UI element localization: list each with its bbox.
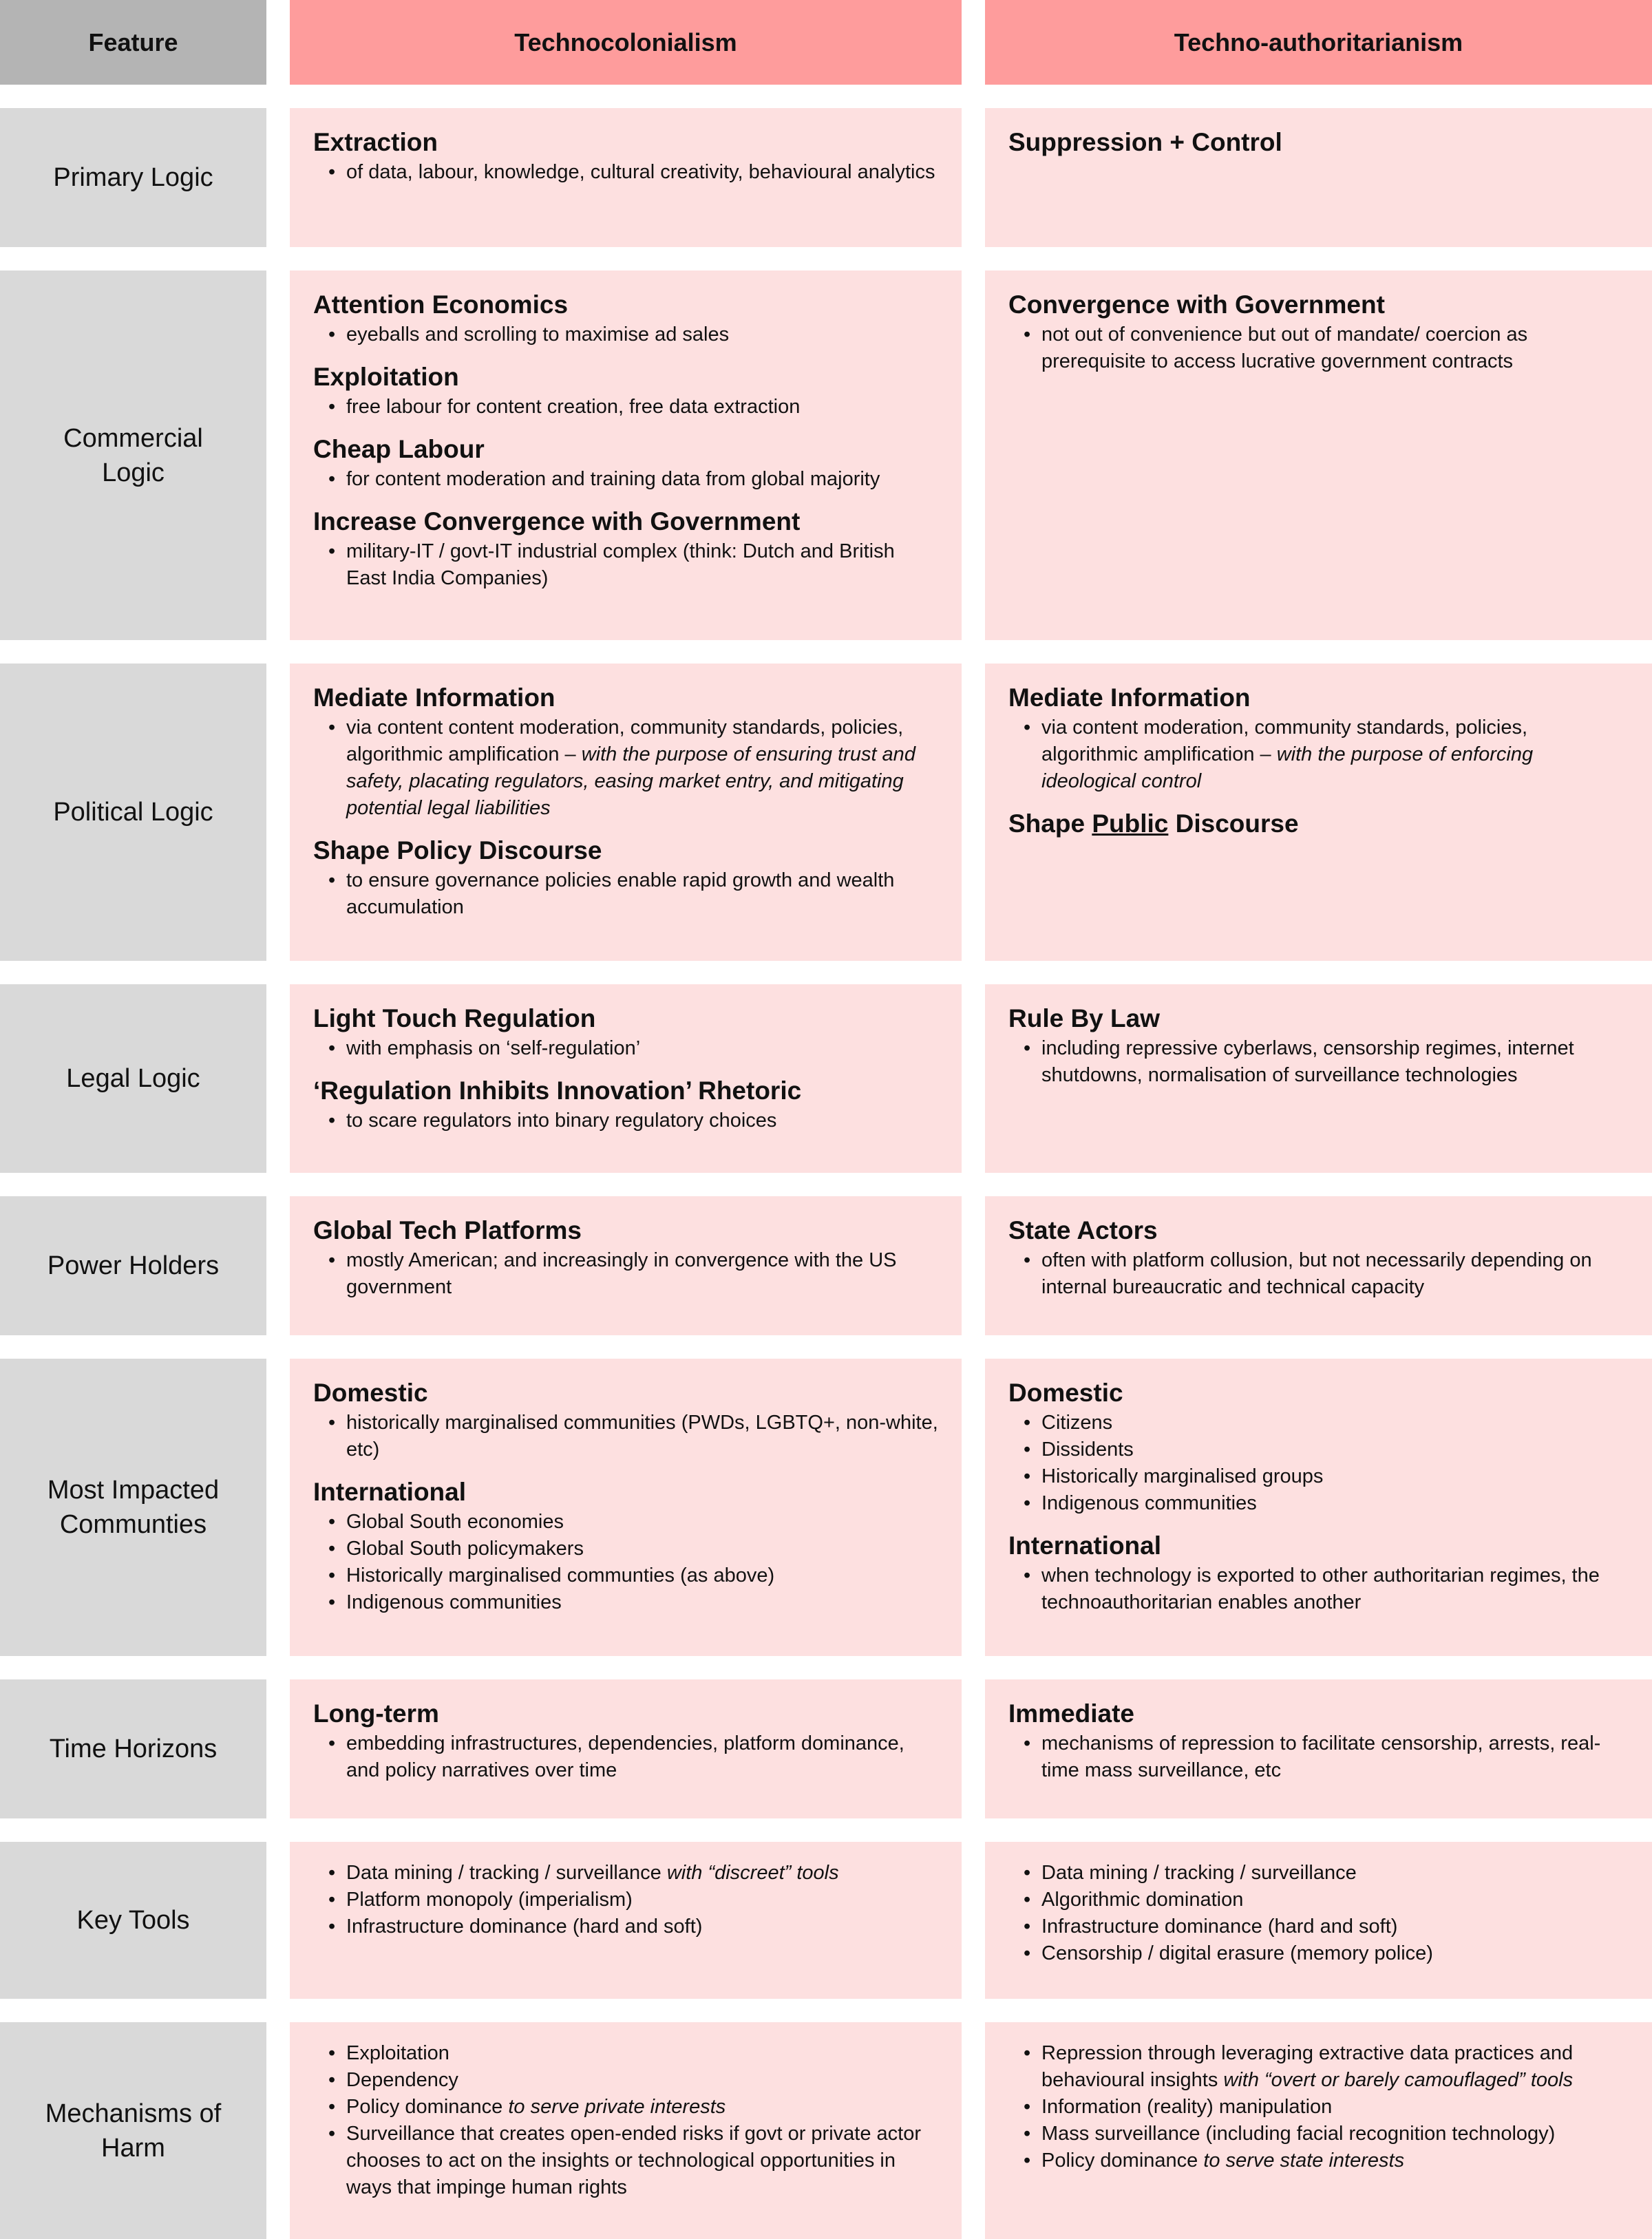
technocolonialism-cell bbox=[290, 1679, 962, 1818]
group-heading bbox=[1008, 1002, 1629, 1035]
bullet-item bbox=[1041, 1913, 1629, 1940]
bullet-list bbox=[313, 1860, 938, 1940]
bullet-text: when technology is exported to other authoritarian regimes, the technoauthoritarian enables another bbox=[1041, 1564, 1600, 1613]
heading-text: Immediate bbox=[1008, 1699, 1135, 1728]
content-group bbox=[313, 1860, 938, 1940]
bullet-item bbox=[1041, 2147, 1629, 2174]
bullet-text: to ensure governance policies enable rapid growth and wealth accumulation bbox=[346, 869, 895, 918]
bullet-item bbox=[346, 159, 938, 186]
bullet-item bbox=[346, 394, 938, 421]
feature-cell bbox=[0, 2022, 266, 2239]
heading-text: Global Tech Platforms bbox=[313, 1216, 582, 1244]
bullet-text: Exploitation bbox=[346, 2042, 449, 2064]
group-heading bbox=[313, 1476, 938, 1509]
technocolonialism-cell bbox=[290, 1359, 962, 1656]
heading-text: International bbox=[1008, 1531, 1162, 1560]
group-heading bbox=[313, 1002, 938, 1035]
bullet-text: Repression through leveraging extractive data practices and behavioural insights bbox=[1041, 2042, 1574, 2091]
feature-label: Political Logic bbox=[53, 798, 213, 827]
feature-cell bbox=[0, 1359, 266, 1656]
bullet-list bbox=[313, 321, 938, 348]
technocolonialism-cell bbox=[290, 1196, 962, 1335]
heading-text: Suppression + Control bbox=[1008, 128, 1282, 156]
bullet-item bbox=[1041, 1562, 1629, 1616]
heading-text: Light Touch Regulation bbox=[313, 1004, 596, 1032]
technocolonialism-cell bbox=[290, 1842, 962, 1999]
bullet-text: Data mining / tracking / surveillance bbox=[346, 1862, 667, 1884]
feature-cell bbox=[0, 984, 266, 1173]
heading-text: Cheap Labour bbox=[313, 435, 485, 463]
bullet-text: embedding infrastructures, dependencies, platform dominance, and policy narratives over time bbox=[346, 1732, 904, 1781]
group-heading bbox=[313, 1214, 938, 1247]
technocolonialism-cell bbox=[290, 108, 962, 247]
bullet-item bbox=[346, 867, 938, 921]
bullet-list bbox=[313, 1035, 938, 1062]
bullet-item bbox=[346, 1562, 938, 1589]
content-group bbox=[313, 681, 938, 822]
bullet-text: Indigenous communities bbox=[1041, 1492, 1257, 1514]
bullet-text: military-IT / govt-IT industrial complex (think: Dutch and British East India Companies) bbox=[346, 540, 895, 589]
bullet-list bbox=[313, 538, 938, 592]
bullet-list bbox=[313, 1107, 938, 1134]
techno-authoritarianism-cell bbox=[985, 2022, 1652, 2239]
bullet-item bbox=[346, 714, 938, 822]
feature-label: Time Horizons bbox=[49, 1734, 218, 1763]
techno-authoritarianism-cell bbox=[985, 984, 1652, 1173]
bullet-text: for content moderation and training data from global majority bbox=[346, 468, 880, 490]
bullet-list bbox=[1008, 714, 1629, 795]
bullet-text: Surveillance that creates open-ended risks if govt or private actor chooses to act on the insights or technological opportunities in ways that impinge human rights bbox=[346, 2123, 921, 2198]
bullet-item bbox=[346, 1035, 938, 1062]
heading-underlined-text: Public bbox=[1092, 809, 1169, 838]
bullet-text: Global South policymakers bbox=[346, 1538, 584, 1560]
group-heading bbox=[1008, 1214, 1629, 1247]
content-group bbox=[313, 834, 938, 921]
bullet-text: Citizens bbox=[1041, 1412, 1113, 1434]
technocolonialism-cell bbox=[290, 270, 962, 640]
bullet-emphasis: with “overt or barely camouflaged” tools bbox=[1223, 2069, 1574, 2091]
feature-label: Commercial Logic bbox=[63, 423, 203, 487]
group-heading bbox=[313, 505, 938, 538]
bullet-text: Algorithmic domination bbox=[1041, 1889, 1244, 1911]
content-group bbox=[1008, 1214, 1629, 1301]
content-group bbox=[313, 288, 938, 348]
bullet-item bbox=[346, 1887, 938, 1913]
bullet-text: often with platform collusion, but not necessarily depending on internal bureaucratic and technical capacity bbox=[1041, 1249, 1592, 1298]
technocolonialism-cell bbox=[290, 664, 962, 961]
bullet-item bbox=[1041, 1247, 1629, 1301]
group-heading bbox=[1008, 1529, 1629, 1562]
heading-text: Mediate Information bbox=[313, 683, 555, 712]
content-group bbox=[1008, 288, 1629, 375]
bullet-text: mechanisms of repression to facilitate censorship, arrests, real-time mass surveillance, etc bbox=[1041, 1732, 1601, 1781]
bullet-text: eyeballs and scrolling to maximise ad sales bbox=[346, 323, 730, 346]
group-heading bbox=[313, 361, 938, 394]
heading-text: Domestic bbox=[313, 1379, 428, 1407]
bullet-list bbox=[1008, 1410, 1629, 1517]
bullet-list bbox=[1008, 1562, 1629, 1616]
feature-cell bbox=[0, 270, 266, 640]
bullet-text: Historically marginalised communties (as above) bbox=[346, 1564, 775, 1587]
feature-cell bbox=[0, 664, 266, 961]
feature-label: Key Tools bbox=[76, 1906, 190, 1935]
header-col1-label: Technocolonialism bbox=[514, 28, 737, 56]
feature-label: Most Impacted Communties bbox=[47, 1476, 220, 1539]
feature-label: Legal Logic bbox=[66, 1064, 200, 1093]
bullet-list bbox=[313, 159, 938, 186]
bullet-emphasis: with the purpose of ensuring trust and safety, placating regulators, easing market entry, and mitigating potential legal liabilities bbox=[346, 743, 915, 819]
bullet-item bbox=[346, 1536, 938, 1562]
bullet-text: Infrastructure dominance (hard and soft) bbox=[346, 1916, 703, 1938]
bullet-item bbox=[346, 1589, 938, 1616]
heading-text-after: Discourse bbox=[1168, 809, 1299, 838]
bullet-item bbox=[1041, 1410, 1629, 1436]
bullet-item bbox=[346, 538, 938, 592]
header-feature bbox=[0, 0, 266, 85]
bullet-emphasis: with “discreet” tools bbox=[666, 1862, 839, 1884]
heading-text: Shape bbox=[1008, 809, 1092, 838]
content-group bbox=[313, 2040, 938, 2201]
content-group bbox=[1008, 2040, 1629, 2174]
heading-text: Increase Convergence with Government bbox=[313, 507, 801, 535]
group-heading bbox=[1008, 126, 1629, 159]
bullet-item bbox=[1041, 2094, 1629, 2121]
content-group bbox=[1008, 807, 1629, 840]
bullet-list bbox=[1008, 1035, 1629, 1089]
bullet-item bbox=[1041, 1490, 1629, 1517]
heading-text: ‘Regulation Inhibits Innovation’ Rhetoric bbox=[313, 1076, 802, 1105]
bullet-item bbox=[1041, 1730, 1629, 1784]
bullet-list bbox=[313, 1410, 938, 1463]
content-group bbox=[1008, 126, 1629, 159]
bullet-text: Platform monopoly (imperialism) bbox=[346, 1889, 633, 1911]
feature-label: Primary Logic bbox=[53, 163, 213, 192]
header-techno-authoritarianism bbox=[985, 0, 1652, 85]
bullet-item bbox=[346, 2094, 938, 2121]
bullet-item bbox=[346, 1247, 938, 1301]
header-feature-label: Feature bbox=[88, 28, 178, 56]
bullet-text: historically marginalised communities (PWDs, LGBTQ+, non-white, etc) bbox=[346, 1412, 938, 1461]
heading-text: Rule By Law bbox=[1008, 1004, 1160, 1032]
heading-text: Shape Policy Discourse bbox=[313, 836, 602, 864]
bullet-list bbox=[1008, 1860, 1629, 1967]
header-col2-label: Techno-authoritarianism bbox=[1174, 28, 1463, 56]
content-group bbox=[313, 1476, 938, 1616]
content-group bbox=[1008, 681, 1629, 795]
group-heading bbox=[1008, 807, 1629, 840]
bullet-item bbox=[1041, 1940, 1629, 1967]
bullet-text: Historically marginalised groups bbox=[1041, 1465, 1324, 1487]
bullet-list bbox=[313, 466, 938, 493]
group-heading bbox=[313, 126, 938, 159]
bullet-text: Information (reality) manipulation bbox=[1041, 2096, 1333, 2118]
heading-text: Convergence with Government bbox=[1008, 290, 1385, 319]
group-heading bbox=[1008, 288, 1629, 321]
heading-text: Exploitation bbox=[313, 363, 459, 391]
content-group bbox=[313, 1377, 938, 1463]
bullet-list bbox=[1008, 321, 1629, 375]
content-group bbox=[313, 1697, 938, 1784]
heading-text: International bbox=[313, 1478, 467, 1506]
bullet-item bbox=[1041, 1887, 1629, 1913]
bullet-text: Dissidents bbox=[1041, 1439, 1134, 1461]
bullet-list bbox=[1008, 2040, 1629, 2174]
bullet-text: Global South economies bbox=[346, 1511, 564, 1533]
bullet-item bbox=[1041, 1035, 1629, 1089]
bullet-emphasis: with the purpose of enforcing ideological control bbox=[1041, 743, 1534, 792]
bullet-text: Infrastructure dominance (hard and soft) bbox=[1041, 1916, 1398, 1938]
bullet-item bbox=[1041, 2121, 1629, 2147]
content-group bbox=[313, 1074, 938, 1134]
bullet-item bbox=[346, 2067, 938, 2094]
techno-authoritarianism-cell bbox=[985, 270, 1652, 640]
bullet-list bbox=[313, 394, 938, 421]
bullet-text: Indigenous communities bbox=[346, 1591, 562, 1613]
content-group bbox=[313, 361, 938, 421]
bullet-item bbox=[346, 1860, 938, 1887]
feature-cell bbox=[0, 108, 266, 247]
techno-authoritarianism-cell bbox=[985, 1679, 1652, 1818]
bullet-item bbox=[1041, 1436, 1629, 1463]
bullet-list bbox=[313, 1247, 938, 1301]
bullet-item bbox=[346, 321, 938, 348]
content-group bbox=[1008, 1002, 1629, 1089]
bullet-text: via content moderation, community standards, policies, algorithmic amplification – bbox=[1041, 717, 1528, 765]
bullet-item bbox=[346, 466, 938, 493]
techno-authoritarianism-cell bbox=[985, 664, 1652, 961]
bullet-item bbox=[346, 1410, 938, 1463]
bullet-text: including repressive cyberlaws, censorship regimes, internet shutdowns, normalisation of surveillance technologies bbox=[1041, 1037, 1574, 1086]
bullet-text: not out of convenience but out of mandate/ coercion as prerequisite to access lucrative government contracts bbox=[1041, 323, 1528, 372]
bullet-text: with emphasis on ‘self-regulation’ bbox=[346, 1037, 641, 1059]
group-heading bbox=[313, 1074, 938, 1107]
content-group bbox=[1008, 1697, 1629, 1784]
feature-cell bbox=[0, 1196, 266, 1335]
bullet-text: mostly American; and increasingly in convergence with the US government bbox=[346, 1249, 897, 1298]
bullet-item bbox=[346, 1913, 938, 1940]
heading-text: Long-term bbox=[313, 1699, 439, 1728]
heading-text: Domestic bbox=[1008, 1379, 1123, 1407]
group-heading bbox=[313, 288, 938, 321]
techno-authoritarianism-cell bbox=[985, 1359, 1652, 1656]
bullet-item bbox=[346, 2121, 938, 2201]
bullet-item bbox=[1041, 1860, 1629, 1887]
bullet-list bbox=[313, 1730, 938, 1784]
feature-cell bbox=[0, 1679, 266, 1818]
bullet-item bbox=[1041, 321, 1629, 375]
technocolonialism-cell bbox=[290, 984, 962, 1173]
bullet-text: Censorship / digital erasure (memory police) bbox=[1041, 1942, 1433, 1964]
bullet-emphasis: to serve state interests bbox=[1203, 2150, 1405, 2172]
content-group bbox=[1008, 1860, 1629, 1967]
heading-text: State Actors bbox=[1008, 1216, 1158, 1244]
content-group bbox=[313, 433, 938, 493]
group-heading bbox=[313, 1377, 938, 1410]
techno-authoritarianism-cell bbox=[985, 1196, 1652, 1335]
bullet-list bbox=[313, 1509, 938, 1616]
bullet-text: free labour for content creation, free data extraction bbox=[346, 396, 801, 418]
technocolonialism-cell bbox=[290, 2022, 962, 2239]
bullet-text: Mass surveillance (including facial recognition technology) bbox=[1041, 2123, 1556, 2145]
bullet-text: to scare regulators into binary regulatory choices bbox=[346, 1110, 777, 1132]
bullet-item bbox=[1041, 714, 1629, 795]
group-heading bbox=[313, 681, 938, 714]
feature-label: Mechanisms of Harm bbox=[45, 2099, 222, 2163]
group-heading bbox=[1008, 1697, 1629, 1730]
content-group bbox=[313, 126, 938, 186]
content-group bbox=[1008, 1377, 1629, 1517]
bullet-text: Policy dominance bbox=[1041, 2150, 1204, 2172]
techno-authoritarianism-cell bbox=[985, 1842, 1652, 1999]
group-heading bbox=[1008, 1377, 1629, 1410]
bullet-text: Dependency bbox=[346, 2069, 458, 2091]
bullet-text: Data mining / tracking / surveillance bbox=[1041, 1862, 1357, 1884]
bullet-text: of data, labour, knowledge, cultural creativity, behavioural analytics bbox=[346, 161, 935, 183]
bullet-list bbox=[313, 714, 938, 822]
content-group bbox=[313, 1214, 938, 1301]
bullet-list bbox=[313, 2040, 938, 2201]
heading-text: Attention Economics bbox=[313, 290, 569, 319]
bullet-text: Policy dominance bbox=[346, 2096, 509, 2118]
bullet-item bbox=[346, 1730, 938, 1784]
group-heading bbox=[313, 433, 938, 466]
group-heading bbox=[313, 1697, 938, 1730]
feature-cell bbox=[0, 1842, 266, 1999]
techno-authoritarianism-cell bbox=[985, 108, 1652, 247]
bullet-text: via content content moderation, community standards, policies, algorithmic amplification – bbox=[346, 717, 904, 765]
bullet-item bbox=[1041, 2040, 1629, 2094]
bullet-item bbox=[346, 1509, 938, 1536]
group-heading bbox=[1008, 681, 1629, 714]
bullet-emphasis: to serve private interests bbox=[508, 2096, 726, 2118]
bullet-list bbox=[1008, 1247, 1629, 1301]
bullet-list bbox=[313, 867, 938, 921]
bullet-list bbox=[1008, 1730, 1629, 1784]
bullet-item bbox=[1041, 1463, 1629, 1490]
header-technocolonialism bbox=[290, 0, 962, 85]
content-group bbox=[313, 1002, 938, 1062]
feature-label: Power Holders bbox=[47, 1251, 220, 1280]
content-group bbox=[313, 505, 938, 592]
bullet-item bbox=[346, 1107, 938, 1134]
heading-text: Mediate Information bbox=[1008, 683, 1251, 712]
heading-text: Extraction bbox=[313, 128, 438, 156]
bullet-item bbox=[346, 2040, 938, 2067]
content-group bbox=[1008, 1529, 1629, 1616]
group-heading bbox=[313, 834, 938, 867]
